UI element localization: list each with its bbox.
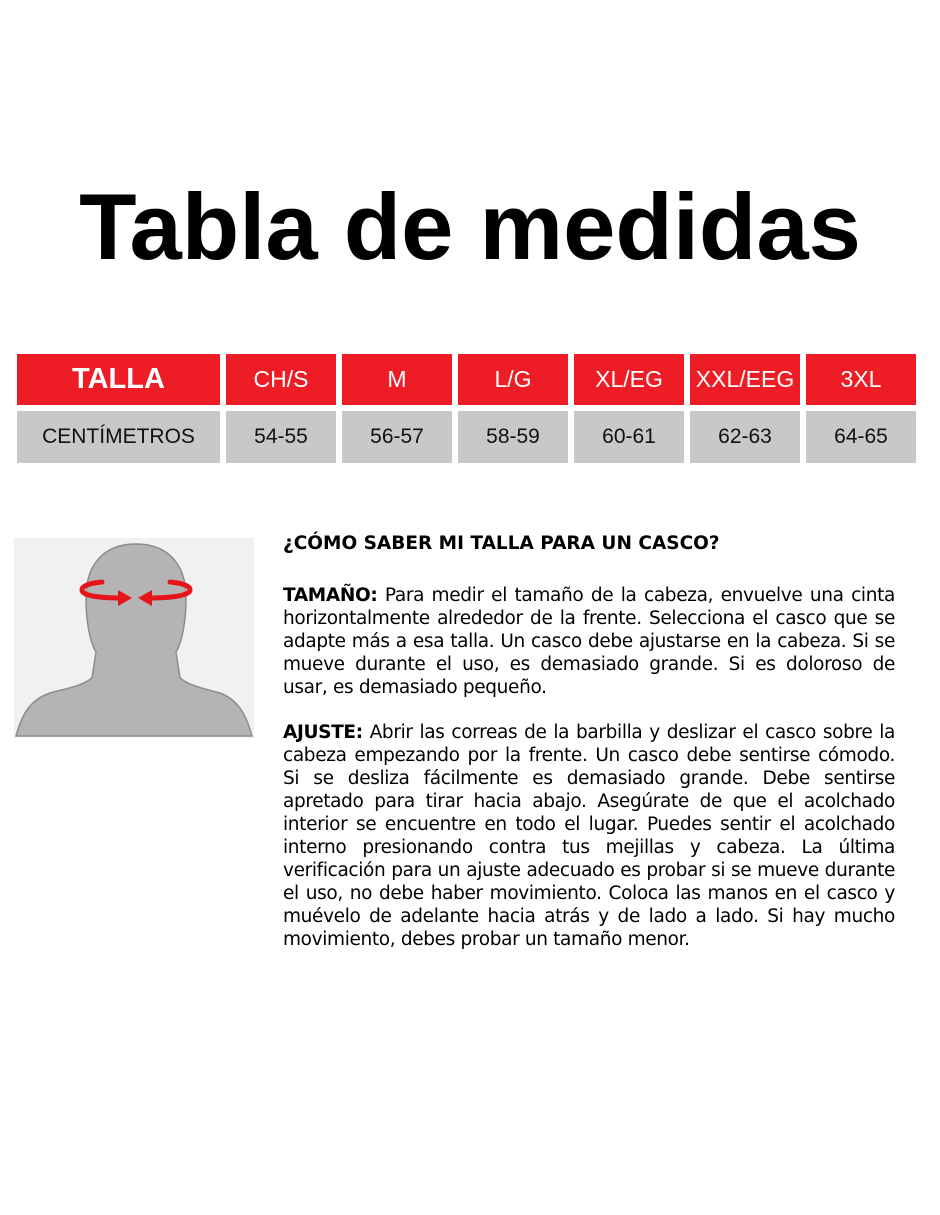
value-cell-3xl: 64-65 [806, 411, 916, 463]
value-cell-m: 56-57 [342, 411, 452, 463]
value-cell-ch-s: 54-55 [226, 411, 336, 463]
size-table-cm-row [17, 411, 919, 463]
size-table [17, 354, 919, 463]
header-cell-xl-eg: XL/EG [574, 354, 684, 405]
row-label-centimetros: CENTÍMETROS [17, 411, 220, 463]
header-cell-m: M [342, 354, 452, 405]
header-cell-3xl: 3XL [806, 354, 916, 405]
size-table-header-row [17, 354, 919, 405]
guide-heading: ¿CÓMO SABER MI TALLA PARA UN CASCO? [283, 533, 720, 554]
size-label: TAMAÑO: [283, 585, 378, 606]
header-cell-xxl-eeg: XXL/EEG [690, 354, 800, 405]
head-measure-icon [14, 538, 254, 738]
value-cell-xl-eg: 60-61 [574, 411, 684, 463]
size-text: Para medir el tamaño de la cabeza, envuelve una cinta horizontalmente alrededor de la frente. Selecciona el casco que se adapte más a esa talla. Un casco debe ajustarse en la cabeza. Si se mueve durante el uso, es demasiado grande. Si es doloroso de usar, es demasiado pequeño. [283, 585, 895, 698]
value-cell-xxl-eeg: 62-63 [690, 411, 800, 463]
fit-guide [283, 531, 895, 973]
value-cell-l-g: 58-59 [458, 411, 568, 463]
page-title: Tabla de medidas [79, 174, 861, 279]
fit-paragraph [283, 721, 895, 951]
size-paragraph [283, 584, 895, 699]
fit-label: AJUSTE: [283, 722, 363, 743]
header-cell-talla: TALLA [17, 354, 220, 405]
fit-text: Abrir las correas de la barbilla y deslizar el casco sobre la cabeza empezando por la frente. Un casco debe sentirse cómodo. Si se desliza fácilmente es demasiado grande. Debe sentirse apretado para tirar hacia abajo. Asegúrate de que el acolchado interior se encuentre en todo el lugar. Puedes sentir el acolchado interno presionando contra tus mejillas y cabeza. La última verificación para un ajuste adecuado es probar si se mueve durante el uso, no debe haber movimiento. Coloca las manos en el casco y muévelo de adelante hacia atrás y de lado a lado. Si hay mucho movimiento, debes probar un tamaño menor. [283, 722, 895, 950]
header-cell-ch-s: CH/S [226, 354, 336, 405]
header-cell-l-g: L/G [458, 354, 568, 405]
